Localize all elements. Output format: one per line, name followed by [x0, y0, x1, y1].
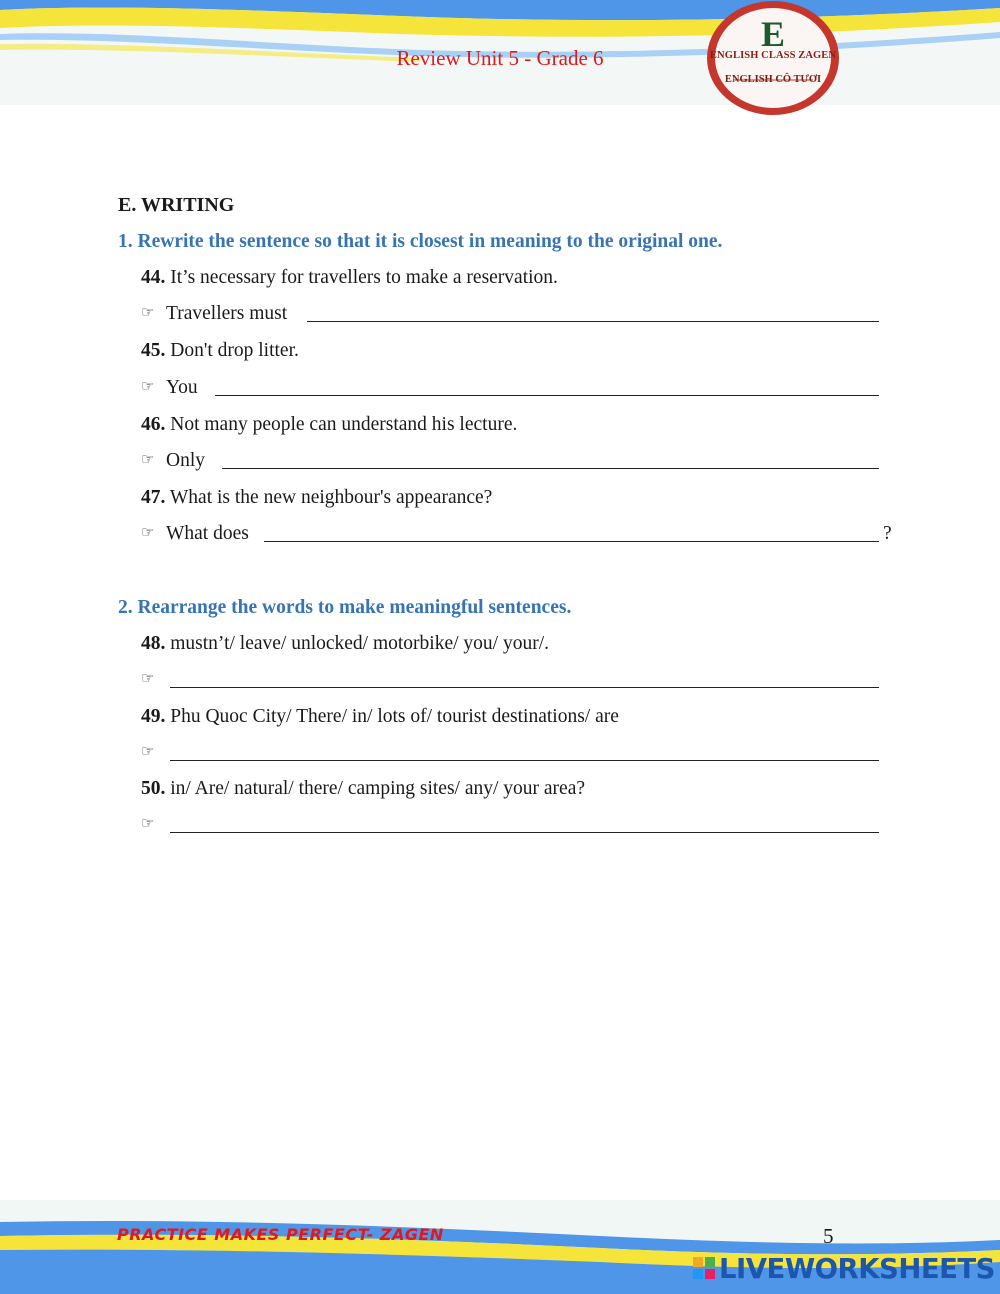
question-48	[141, 633, 549, 655]
question-text: Don't drop litter.	[170, 340, 299, 361]
question-50	[141, 778, 585, 800]
answer-blank[interactable]	[264, 541, 879, 542]
answer-prefix: Travellers must	[166, 303, 288, 324]
question-47	[141, 487, 492, 509]
logo-line1: ENGLISH CLASS ZAGEN	[709, 50, 837, 61]
question-text: Not many people can understand his lecture.	[170, 414, 518, 435]
question-46	[141, 414, 517, 436]
liveworksheets-logo-icon	[692, 1254, 718, 1282]
question-number: 46.	[141, 414, 166, 435]
question-44	[141, 267, 558, 289]
liveworksheets-wordmark: LIVEWORKSHEETS	[719, 1253, 995, 1285]
question-number: 49.	[141, 706, 166, 727]
liveworksheets-brand[interactable]	[692, 1253, 995, 1286]
pointing-hand-icon: ☞	[141, 816, 155, 832]
part2-title: 2. Rearrange the words to make meaningful sentences.	[118, 597, 572, 618]
question-text: Phu Quoc City/ There/ in/ lots of/ tourist destinations/ are	[170, 706, 619, 727]
pointing-hand-icon: ☞	[141, 744, 155, 760]
question-number: 44.	[141, 267, 166, 288]
answer-line-48[interactable]	[141, 669, 881, 695]
answer-line-49[interactable]	[141, 742, 881, 768]
page-header-title: Review Unit 5 - Grade 6	[396, 46, 604, 70]
question-45	[141, 340, 299, 362]
footer-motto: PRACTICE MAKES PERFECT- ZAGEN	[117, 1225, 444, 1244]
question-number: 48.	[141, 633, 166, 654]
pointing-hand-icon: ☞	[141, 379, 155, 395]
answer-prefix: What does	[166, 523, 249, 544]
answer-line-46[interactable]	[141, 450, 881, 476]
question-text: It’s necessary for travellers to make a reservation.	[170, 267, 558, 288]
pointing-hand-icon: ☞	[141, 525, 155, 541]
part1-title: 1. Rewrite the sentence so that it is closest in meaning to the original one.	[118, 231, 723, 252]
question-text: mustn’t/ leave/ unlocked/ motorbike/ you/ your/.	[170, 633, 549, 654]
question-text: What is the new neighbour's appearance?	[169, 487, 493, 508]
answer-blank[interactable]	[307, 321, 879, 322]
pointing-hand-icon: ☞	[141, 452, 155, 468]
question-49	[141, 706, 619, 728]
answer-prefix: You	[166, 377, 198, 398]
question-number: 47.	[141, 487, 166, 508]
svg-text:E: E	[760, 14, 786, 54]
answer-line-44[interactable]	[141, 303, 881, 329]
class-logo	[703, 0, 843, 118]
page-number: 5	[823, 1224, 834, 1248]
logo-line2: ENGLISH CÔ TƯƠI	[724, 74, 822, 85]
pointing-hand-icon: ☞	[141, 671, 155, 687]
section-heading: E. WRITING	[118, 194, 235, 216]
answer-blank[interactable]	[215, 395, 879, 396]
answer-blank[interactable]	[170, 832, 879, 833]
answer-blank[interactable]	[170, 687, 879, 688]
question-number: 50.	[141, 778, 166, 799]
answer-line-47[interactable]	[141, 523, 896, 549]
answer-line-50[interactable]	[141, 814, 881, 840]
answer-blank[interactable]	[170, 760, 879, 761]
answer-suffix: ?	[883, 523, 892, 544]
answer-line-45[interactable]	[141, 377, 881, 403]
question-number: 45.	[141, 340, 166, 361]
question-text: in/ Are/ natural/ there/ camping sites/ any/ your area?	[170, 778, 586, 799]
answer-prefix: Only	[166, 450, 205, 471]
pointing-hand-icon: ☞	[141, 305, 155, 321]
answer-blank[interactable]	[222, 468, 879, 469]
